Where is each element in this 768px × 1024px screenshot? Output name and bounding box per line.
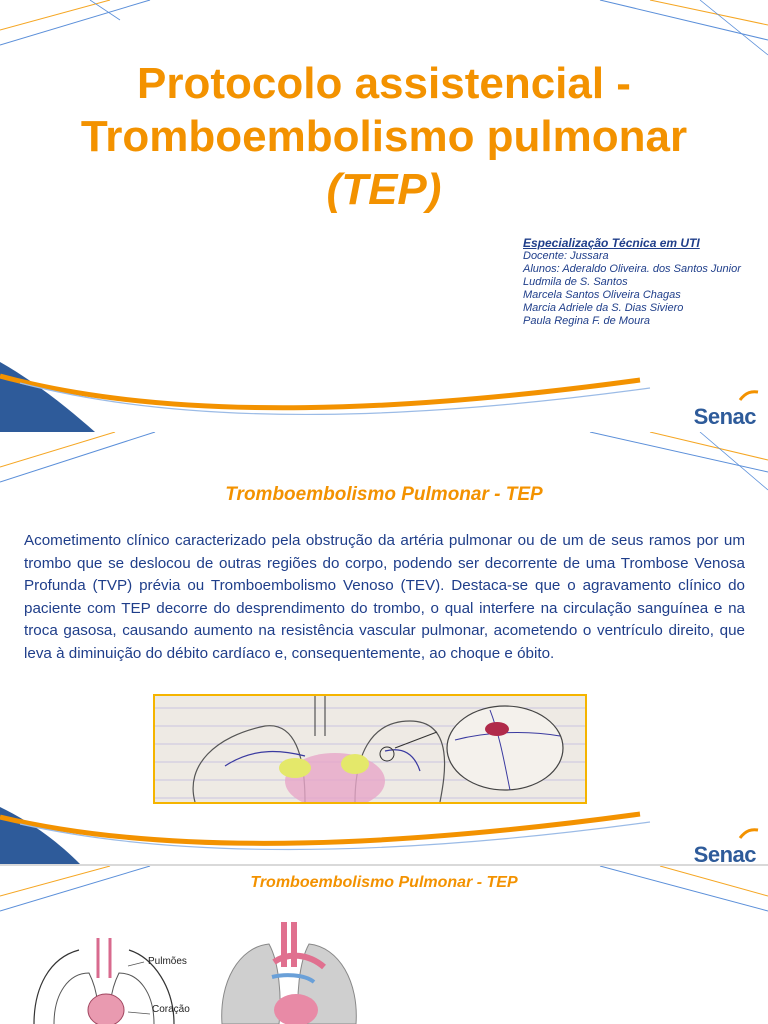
credit-line: Alunos: Aderaldo Oliveira. dos Santos Junior [523, 263, 741, 275]
senac-logo [694, 404, 756, 430]
definition-paragraph: Acometimento clínico caracterizado pela obstrução da artéria pulmonar ou de um de seus ramos por um trombo que se deslocou de outras regiões do corpo, podendo ser decorrente de uma Trombose Venosa Profunda (TVP) prévia ou Tromboembolismo Venoso (TEV). Destaca-se que o agravamento clínico do paciente com TEP decorre do desprendimento do trombo, o qual interfere na circulação sanguínea e na troca gasosa, causando aumento na resistência vascular pulmonar, acometendo o ventrículo direito, que leva à diminuição do débito cardíaco e, consequentemente, ao choque e óbito. [24, 532, 745, 662]
label-heart: Coração [152, 1004, 190, 1015]
credit-line: Marcia Adriele da S. Dias Siviero [523, 302, 684, 314]
credits-block [523, 236, 741, 328]
senac-logo-mark-icon [738, 828, 760, 840]
credit-line: Paula Regina F. de Moura [523, 315, 650, 327]
slide-title: Tromboembolismo Pulmonar - TEP [225, 484, 543, 505]
senac-logo-mark-icon [738, 390, 760, 402]
title-line-3: (TEP) [326, 164, 442, 214]
presentation-title [20, 58, 748, 216]
credit-line: Marcela Santos Oliveira Chagas [523, 289, 681, 301]
label-lungs: Pulmões [148, 956, 187, 967]
senac-logo-text: Senac [693, 842, 756, 864]
slide-title [0, 0, 768, 432]
title-line-2: Tromboembolismo pulmonar [80, 111, 688, 161]
credit-line: Ludmila de S. Santos [523, 276, 628, 288]
lung-thrombus-drawing [155, 696, 585, 802]
senac-logo [694, 842, 756, 864]
lungs-heart-illustration [214, 922, 364, 1024]
title-line-1: Protocolo assistencial - [137, 59, 631, 108]
course-heading: Especialização Técnica em UTI [523, 236, 700, 250]
slide-definition [0, 432, 768, 864]
slide-title: Tromboembolismo Pulmonar - TEP [250, 874, 518, 891]
senac-logo-text: Senac [693, 404, 756, 429]
slide-anatomy [0, 866, 768, 1024]
credit-line: Docente: Jussara [523, 250, 609, 262]
hand-drawn-lung-illustration [153, 694, 587, 804]
